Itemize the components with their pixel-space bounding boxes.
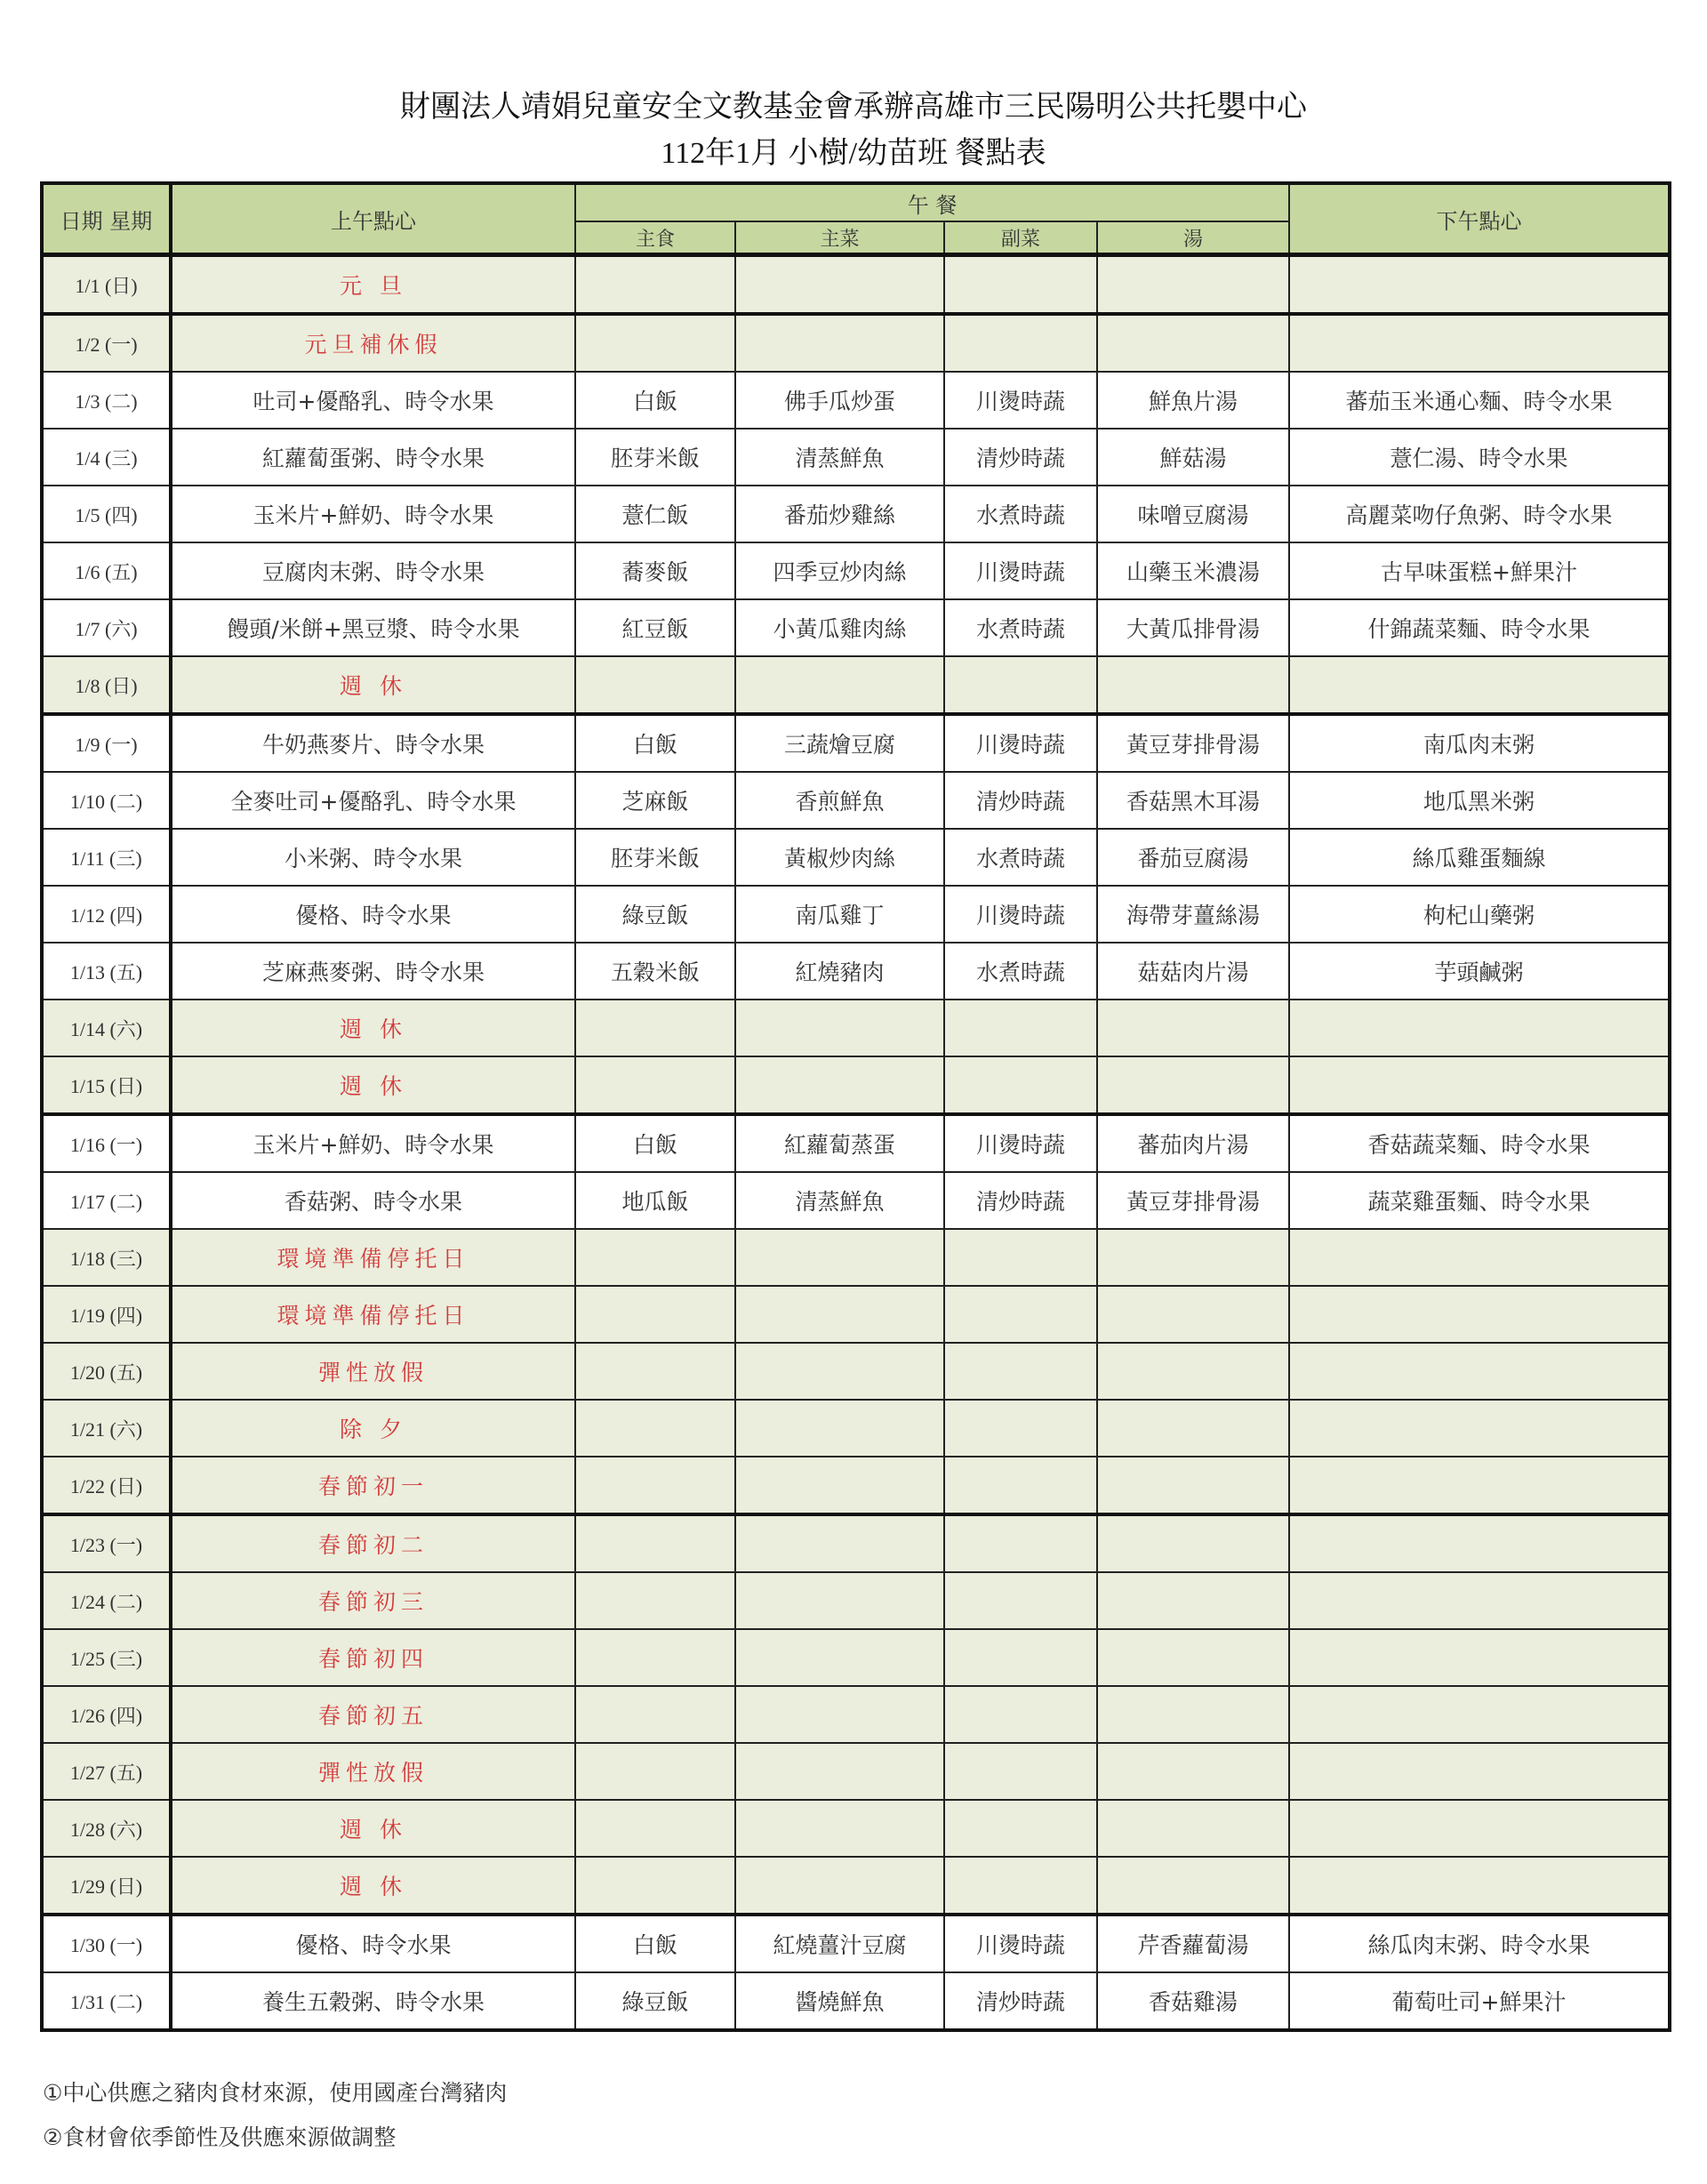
date-cell: 1/22 (日) [42, 1457, 171, 1514]
table-row [42, 1629, 1670, 1686]
date-cell: 1/17 (二) [42, 1172, 171, 1229]
staple-cell [575, 1800, 735, 1857]
side-dish-cell [944, 1572, 1097, 1629]
date-cell: 1/11 (三) [42, 829, 171, 886]
main-dish-cell [735, 1000, 944, 1056]
table-row [42, 943, 1670, 1000]
pm-snack-cell [1289, 1857, 1670, 1915]
table-row [42, 255, 1670, 315]
soup-cell [1097, 1286, 1289, 1343]
side-dish-cell [944, 1457, 1097, 1514]
side-dish-cell [944, 1800, 1097, 1857]
column-header-staple: 主食 [575, 221, 735, 255]
pm-snack-cell [1289, 1286, 1670, 1343]
soup-cell: 海帶芽薑絲湯 [1097, 886, 1289, 943]
table-row [42, 372, 1670, 429]
soup-cell: 香菇雞湯 [1097, 1972, 1289, 2030]
main-dish-cell [735, 1343, 944, 1400]
am-snack-cell: 香菇粥、時令水果 [171, 1172, 575, 1229]
table-row [42, 1114, 1670, 1172]
pm-snack-cell: 絲瓜肉末粥、時令水果 [1289, 1915, 1670, 1972]
table-row [42, 1572, 1670, 1629]
soup-cell [1097, 1857, 1289, 1915]
pm-snack-cell [1289, 314, 1670, 372]
staple-cell [575, 314, 735, 372]
soup-cell [1097, 1229, 1289, 1286]
side-dish-cell: 清炒時蔬 [944, 772, 1097, 829]
soup-cell [1097, 1400, 1289, 1457]
soup-cell: 鮮魚片湯 [1097, 372, 1289, 429]
soup-cell [1097, 1572, 1289, 1629]
am-snack-cell: 彈性放假 [171, 1743, 575, 1800]
footnote-seasonal-adjustment: ②食材會依季節性及供應來源做調整 [43, 2124, 397, 2150]
pm-snack-cell: 什錦蔬菜麵、時令水果 [1289, 599, 1670, 656]
table-body [42, 255, 1670, 2031]
pm-snack-cell [1289, 1514, 1670, 1572]
main-dish-cell: 佛手瓜炒蛋 [735, 372, 944, 429]
main-dish-cell [735, 1629, 944, 1686]
soup-cell: 味噌豆腐湯 [1097, 486, 1289, 542]
staple-cell: 白飯 [575, 1114, 735, 1172]
main-dish-cell: 四季豆炒肉絲 [735, 542, 944, 599]
column-header-main-dish: 主菜 [735, 221, 944, 255]
soup-cell: 黃豆芽排骨湯 [1097, 1172, 1289, 1229]
am-snack-cell: 週 休 [171, 1800, 575, 1857]
main-dish-cell: 清蒸鮮魚 [735, 1172, 944, 1229]
staple-cell [575, 1286, 735, 1343]
staple-cell [575, 1000, 735, 1056]
staple-cell [575, 1457, 735, 1514]
staple-cell [575, 656, 735, 714]
main-dish-cell [735, 1514, 944, 1572]
staple-cell: 薏仁飯 [575, 486, 735, 542]
pm-snack-cell: 葡萄吐司+鮮果汁 [1289, 1972, 1670, 2030]
side-dish-cell: 水煮時蔬 [944, 486, 1097, 542]
main-dish-cell: 南瓜雞丁 [735, 886, 944, 943]
am-snack-cell: 豆腐肉末粥、時令水果 [171, 542, 575, 599]
pm-snack-cell: 地瓜黑米粥 [1289, 772, 1670, 829]
pm-snack-cell [1289, 1343, 1670, 1400]
date-cell: 1/4 (三) [42, 429, 171, 486]
side-dish-cell [944, 1629, 1097, 1686]
pm-snack-cell: 絲瓜雞蛋麵線 [1289, 829, 1670, 886]
soup-cell [1097, 1056, 1289, 1114]
staple-cell [575, 1514, 735, 1572]
staple-cell: 地瓜飯 [575, 1172, 735, 1229]
main-dish-cell [735, 1457, 944, 1514]
date-cell: 1/14 (六) [42, 1000, 171, 1056]
main-dish-cell: 醬燒鮮魚 [735, 1972, 944, 2030]
am-snack-cell: 養生五穀粥、時令水果 [171, 1972, 575, 2030]
am-snack-cell: 春節初二 [171, 1514, 575, 1572]
table-row [42, 886, 1670, 943]
pm-snack-cell [1289, 656, 1670, 714]
soup-cell: 鮮菇湯 [1097, 429, 1289, 486]
am-snack-cell: 週 休 [171, 1857, 575, 1915]
date-cell: 1/9 (一) [42, 714, 171, 772]
column-header-pm-snack: 下午點心 [1289, 183, 1670, 255]
side-dish-cell: 水煮時蔬 [944, 599, 1097, 656]
column-header-date: 日期 星期 [42, 183, 171, 255]
side-dish-cell: 清炒時蔬 [944, 1972, 1097, 2030]
main-dish-cell: 紅燒薑汁豆腐 [735, 1915, 944, 1972]
main-dish-cell [735, 314, 944, 372]
soup-cell [1097, 255, 1289, 315]
date-cell: 1/27 (五) [42, 1743, 171, 1800]
side-dish-cell [944, 1743, 1097, 1800]
date-cell: 1/31 (二) [42, 1972, 171, 2030]
staple-cell: 胚芽米飯 [575, 829, 735, 886]
document-title: 財團法人靖娟兒童安全文教基金會承辦高雄市三民陽明公共托嬰中心 [400, 91, 1307, 124]
staple-cell [575, 1572, 735, 1629]
side-dish-cell: 川燙時蔬 [944, 372, 1097, 429]
side-dish-cell: 川燙時蔬 [944, 714, 1097, 772]
pm-snack-cell [1289, 1686, 1670, 1743]
date-cell: 1/3 (二) [42, 372, 171, 429]
am-snack-cell: 紅蘿蔔蛋粥、時令水果 [171, 429, 575, 486]
date-cell: 1/6 (五) [42, 542, 171, 599]
table-row [42, 542, 1670, 599]
table-row [42, 714, 1670, 772]
staple-cell: 白飯 [575, 1915, 735, 1972]
soup-cell: 黃豆芽排骨湯 [1097, 714, 1289, 772]
am-snack-cell: 牛奶燕麥片、時令水果 [171, 714, 575, 772]
staple-cell: 紅豆飯 [575, 599, 735, 656]
date-cell: 1/19 (四) [42, 1286, 171, 1343]
table-row [42, 772, 1670, 829]
pm-snack-cell: 枸杞山藥粥 [1289, 886, 1670, 943]
am-snack-cell: 週 休 [171, 656, 575, 714]
main-dish-cell: 紅燒豬肉 [735, 943, 944, 1000]
table-row [42, 486, 1670, 542]
am-snack-cell: 饅頭/米餅+黑豆漿、時令水果 [171, 599, 575, 656]
am-snack-cell: 優格、時令水果 [171, 886, 575, 943]
main-dish-cell [735, 1286, 944, 1343]
side-dish-cell: 清炒時蔬 [944, 1172, 1097, 1229]
side-dish-cell: 川燙時蔬 [944, 1915, 1097, 1972]
main-dish-cell [735, 656, 944, 714]
am-snack-cell: 小米粥、時令水果 [171, 829, 575, 886]
am-snack-cell: 全麥吐司+優酪乳、時令水果 [171, 772, 575, 829]
date-cell: 1/15 (日) [42, 1056, 171, 1114]
side-dish-cell [944, 1000, 1097, 1056]
pm-snack-cell [1289, 1572, 1670, 1629]
soup-cell [1097, 1800, 1289, 1857]
staple-cell [575, 1400, 735, 1457]
staple-cell [575, 1229, 735, 1286]
main-dish-cell [735, 1857, 944, 1915]
table-row [42, 1457, 1670, 1514]
soup-cell: 番茄豆腐湯 [1097, 829, 1289, 886]
table-row [42, 1972, 1670, 2030]
main-dish-cell [735, 1400, 944, 1457]
main-dish-cell [735, 1229, 944, 1286]
main-dish-cell: 三蔬燴豆腐 [735, 714, 944, 772]
pm-snack-cell [1289, 1457, 1670, 1514]
pm-snack-cell: 南瓜肉末粥 [1289, 714, 1670, 772]
side-dish-cell [944, 1343, 1097, 1400]
am-snack-cell: 環境準備停托日 [171, 1229, 575, 1286]
column-header-soup: 湯 [1097, 221, 1289, 255]
soup-cell [1097, 1743, 1289, 1800]
am-snack-cell: 春節初一 [171, 1457, 575, 1514]
side-dish-cell [944, 1229, 1097, 1286]
side-dish-cell [944, 1056, 1097, 1114]
side-dish-cell: 川燙時蔬 [944, 1114, 1097, 1172]
am-snack-cell: 春節初三 [171, 1572, 575, 1629]
am-snack-cell: 吐司+優酪乳、時令水果 [171, 372, 575, 429]
soup-cell [1097, 1000, 1289, 1056]
table-row [42, 1400, 1670, 1457]
main-dish-cell [735, 1686, 944, 1743]
side-dish-cell [944, 1686, 1097, 1743]
table-row [42, 1857, 1670, 1915]
pm-snack-cell [1289, 1000, 1670, 1056]
soup-cell [1097, 314, 1289, 372]
date-cell: 1/28 (六) [42, 1800, 171, 1857]
am-snack-cell: 玉米片+鮮奶、時令水果 [171, 486, 575, 542]
main-dish-cell [735, 255, 944, 315]
am-snack-cell: 玉米片+鮮奶、時令水果 [171, 1114, 575, 1172]
soup-cell: 香菇黑木耳湯 [1097, 772, 1289, 829]
soup-cell [1097, 1343, 1289, 1400]
column-header-am-snack: 上午點心 [171, 183, 575, 255]
staple-cell: 蕎麥飯 [575, 542, 735, 599]
main-dish-cell [735, 1800, 944, 1857]
side-dish-cell [944, 1514, 1097, 1572]
table-row [42, 1686, 1670, 1743]
date-cell: 1/18 (三) [42, 1229, 171, 1286]
staple-cell: 五穀米飯 [575, 943, 735, 1000]
date-cell: 1/8 (日) [42, 656, 171, 714]
am-snack-cell: 環境準備停托日 [171, 1286, 575, 1343]
soup-cell: 山藥玉米濃湯 [1097, 542, 1289, 599]
date-cell: 1/12 (四) [42, 886, 171, 943]
pm-snack-cell: 蔬菜雞蛋麵、時令水果 [1289, 1172, 1670, 1229]
staple-cell: 白飯 [575, 714, 735, 772]
pm-snack-cell: 高麗菜吻仔魚粥、時令水果 [1289, 486, 1670, 542]
table-row [42, 656, 1670, 714]
pm-snack-cell [1289, 1743, 1670, 1800]
am-snack-cell: 春節初四 [171, 1629, 575, 1686]
table-row [42, 1743, 1670, 1800]
main-dish-cell: 香煎鮮魚 [735, 772, 944, 829]
side-dish-cell [944, 1286, 1097, 1343]
soup-cell: 蕃茄肉片湯 [1097, 1114, 1289, 1172]
column-header-side-dish: 副菜 [944, 221, 1097, 255]
table-row [42, 1915, 1670, 1972]
pm-snack-cell: 芋頭鹹粥 [1289, 943, 1670, 1000]
date-cell: 1/26 (四) [42, 1686, 171, 1743]
main-dish-cell: 紅蘿蔔蒸蛋 [735, 1114, 944, 1172]
soup-cell [1097, 1686, 1289, 1743]
side-dish-cell: 川燙時蔬 [944, 886, 1097, 943]
date-cell: 1/7 (六) [42, 599, 171, 656]
am-snack-cell: 週 休 [171, 1000, 575, 1056]
am-snack-cell: 除 夕 [171, 1400, 575, 1457]
side-dish-cell: 水煮時蔬 [944, 829, 1097, 886]
date-cell: 1/20 (五) [42, 1343, 171, 1400]
staple-cell: 綠豆飯 [575, 1972, 735, 2030]
pm-snack-cell [1289, 1229, 1670, 1286]
main-dish-cell: 番茄炒雞絲 [735, 486, 944, 542]
date-cell: 1/1 (日) [42, 255, 171, 315]
side-dish-cell: 清炒時蔬 [944, 429, 1097, 486]
table-row [42, 599, 1670, 656]
am-snack-cell: 週 休 [171, 1056, 575, 1114]
pm-snack-cell: 薏仁湯、時令水果 [1289, 429, 1670, 486]
soup-cell: 大黃瓜排骨湯 [1097, 599, 1289, 656]
side-dish-cell [944, 1400, 1097, 1457]
table-row [42, 1514, 1670, 1572]
meal-schedule-table [40, 181, 1671, 2032]
table-row [42, 1343, 1670, 1400]
side-dish-cell [944, 314, 1097, 372]
side-dish-cell: 水煮時蔬 [944, 943, 1097, 1000]
soup-cell: 芹香蘿蔔湯 [1097, 1915, 1289, 1972]
staple-cell: 綠豆飯 [575, 886, 735, 943]
staple-cell [575, 1629, 735, 1686]
staple-cell [575, 255, 735, 315]
table-row [42, 829, 1670, 886]
main-dish-cell [735, 1743, 944, 1800]
date-cell: 1/24 (二) [42, 1572, 171, 1629]
date-cell: 1/21 (六) [42, 1400, 171, 1457]
date-cell: 1/10 (二) [42, 772, 171, 829]
main-dish-cell [735, 1056, 944, 1114]
pm-snack-cell: 古早味蛋糕+鮮果汁 [1289, 542, 1670, 599]
staple-cell: 白飯 [575, 372, 735, 429]
main-dish-cell: 清蒸鮮魚 [735, 429, 944, 486]
side-dish-cell [944, 1857, 1097, 1915]
date-cell: 1/30 (一) [42, 1915, 171, 1972]
staple-cell [575, 1343, 735, 1400]
am-snack-cell: 芝麻燕麥粥、時令水果 [171, 943, 575, 1000]
pm-snack-cell [1289, 255, 1670, 315]
am-snack-cell: 元旦補休假 [171, 314, 575, 372]
table-row [42, 1000, 1670, 1056]
staple-cell [575, 1056, 735, 1114]
date-cell: 1/13 (五) [42, 943, 171, 1000]
pm-snack-cell [1289, 1800, 1670, 1857]
pm-snack-cell: 蕃茄玉米通心麵、時令水果 [1289, 372, 1670, 429]
main-dish-cell [735, 1572, 944, 1629]
side-dish-cell [944, 255, 1097, 315]
table-row [42, 1229, 1670, 1286]
soup-cell [1097, 1514, 1289, 1572]
soup-cell [1097, 656, 1289, 714]
pm-snack-cell: 香菇蔬菜麵、時令水果 [1289, 1114, 1670, 1172]
table-row [42, 1056, 1670, 1114]
am-snack-cell: 優格、時令水果 [171, 1915, 575, 1972]
soup-cell [1097, 1457, 1289, 1514]
staple-cell [575, 1686, 735, 1743]
staple-cell [575, 1857, 735, 1915]
table-row [42, 1286, 1670, 1343]
table-row [42, 1172, 1670, 1229]
am-snack-cell: 彈性放假 [171, 1343, 575, 1400]
side-dish-cell: 川燙時蔬 [944, 542, 1097, 599]
table-row [42, 314, 1670, 372]
table-row [42, 429, 1670, 486]
am-snack-cell: 春節初五 [171, 1686, 575, 1743]
pm-snack-cell [1289, 1400, 1670, 1457]
date-cell: 1/5 (四) [42, 486, 171, 542]
staple-cell: 芝麻飯 [575, 772, 735, 829]
date-cell: 1/25 (三) [42, 1629, 171, 1686]
staple-cell [575, 1743, 735, 1800]
soup-cell [1097, 1629, 1289, 1686]
document-subtitle: 112年1月 小樹/幼苗班 餐點表 [661, 137, 1046, 170]
footnote-pork-source: ①中心供應之豬肉食材來源，使用國產台灣豬肉 [43, 2080, 508, 2106]
date-cell: 1/29 (日) [42, 1857, 171, 1915]
table-row [42, 1800, 1670, 1857]
date-cell: 1/23 (一) [42, 1514, 171, 1572]
date-cell: 1/2 (一) [42, 314, 171, 372]
column-header-lunch: 午 餐 [575, 183, 1289, 221]
soup-cell: 菇菇肉片湯 [1097, 943, 1289, 1000]
pm-snack-cell [1289, 1056, 1670, 1114]
main-dish-cell: 黃椒炒肉絲 [735, 829, 944, 886]
staple-cell: 胚芽米飯 [575, 429, 735, 486]
side-dish-cell [944, 656, 1097, 714]
main-dish-cell: 小黃瓜雞肉絲 [735, 599, 944, 656]
pm-snack-cell [1289, 1629, 1670, 1686]
date-cell: 1/16 (一) [42, 1114, 171, 1172]
am-snack-cell: 元 旦 [171, 255, 575, 315]
